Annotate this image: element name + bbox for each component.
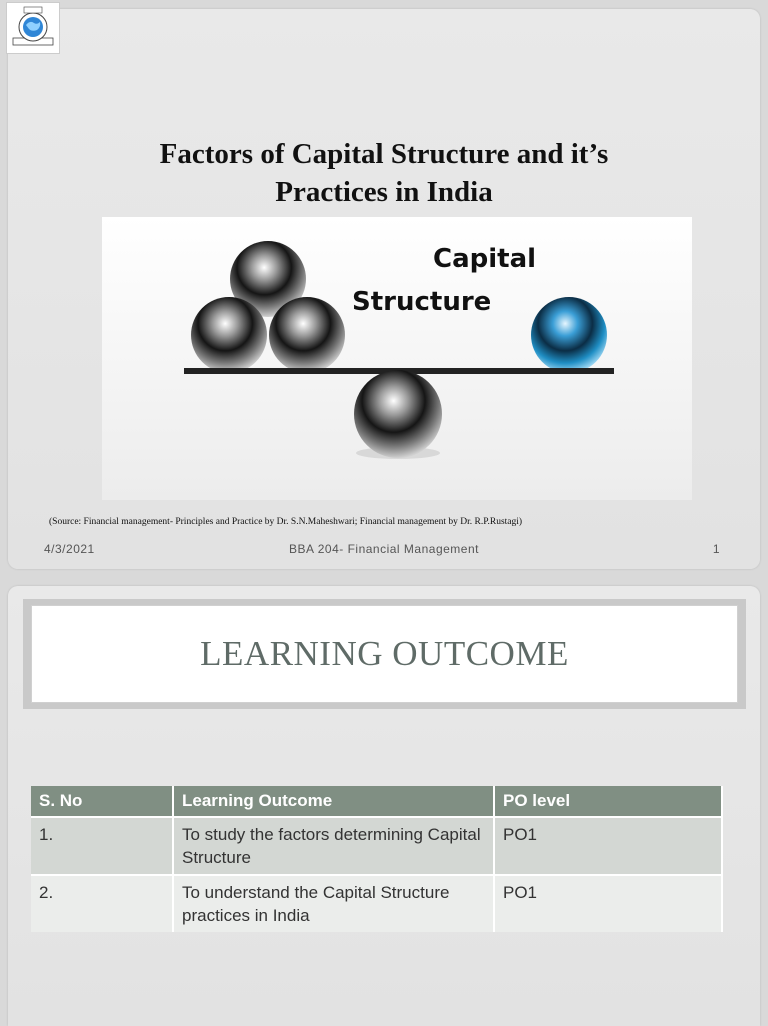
fulcrum-sphere [354, 370, 442, 458]
section-heading: LEARNING OUTCOME [200, 634, 569, 673]
footer-date: 4/3/2021 [44, 542, 95, 556]
cell-s-no: 2. [31, 875, 173, 932]
header-po-level: PO level [494, 786, 722, 817]
chrome-sphere-left [191, 297, 267, 373]
table-row [31, 817, 722, 875]
footer-course: BBA 204- Financial Management [289, 542, 479, 556]
capital-structure-image [102, 217, 692, 500]
footer-page-number: 1 [712, 542, 720, 556]
source-note: (Source: Financial management- Principles and Practice by Dr. S.N.Maheshwari; Financial management by Dr. R.P.Rustagi) [49, 517, 523, 527]
cell-learning-outcome: To understand the Capital Structure practices in India [173, 875, 494, 932]
heading-frame [23, 599, 746, 709]
institution-logo [6, 2, 60, 54]
image-text-capital: Capital [433, 244, 537, 274]
table-row [31, 875, 722, 932]
learning-outcome-table [31, 786, 723, 932]
slide-2 [8, 586, 760, 1026]
title-line-1: Factors of Capital Structure and it’s [159, 138, 609, 170]
header-s-no: S. No [31, 786, 173, 817]
heading-box [31, 605, 738, 703]
image-text-structure: Structure [352, 287, 492, 317]
cell-learning-outcome: To study the factors determining Capital Structure [173, 817, 494, 875]
slide-title [8, 135, 760, 211]
cell-s-no: 1. [31, 817, 173, 875]
title-line-2: Practices in India [275, 176, 493, 208]
cell-po-level: PO1 [494, 817, 722, 875]
table-header-row [31, 786, 722, 817]
header-learning-outcome: Learning Outcome [173, 786, 494, 817]
chrome-sphere-right [269, 297, 345, 373]
slide-1 [8, 9, 760, 569]
blue-sphere [531, 297, 607, 373]
cell-po-level: PO1 [494, 875, 722, 932]
